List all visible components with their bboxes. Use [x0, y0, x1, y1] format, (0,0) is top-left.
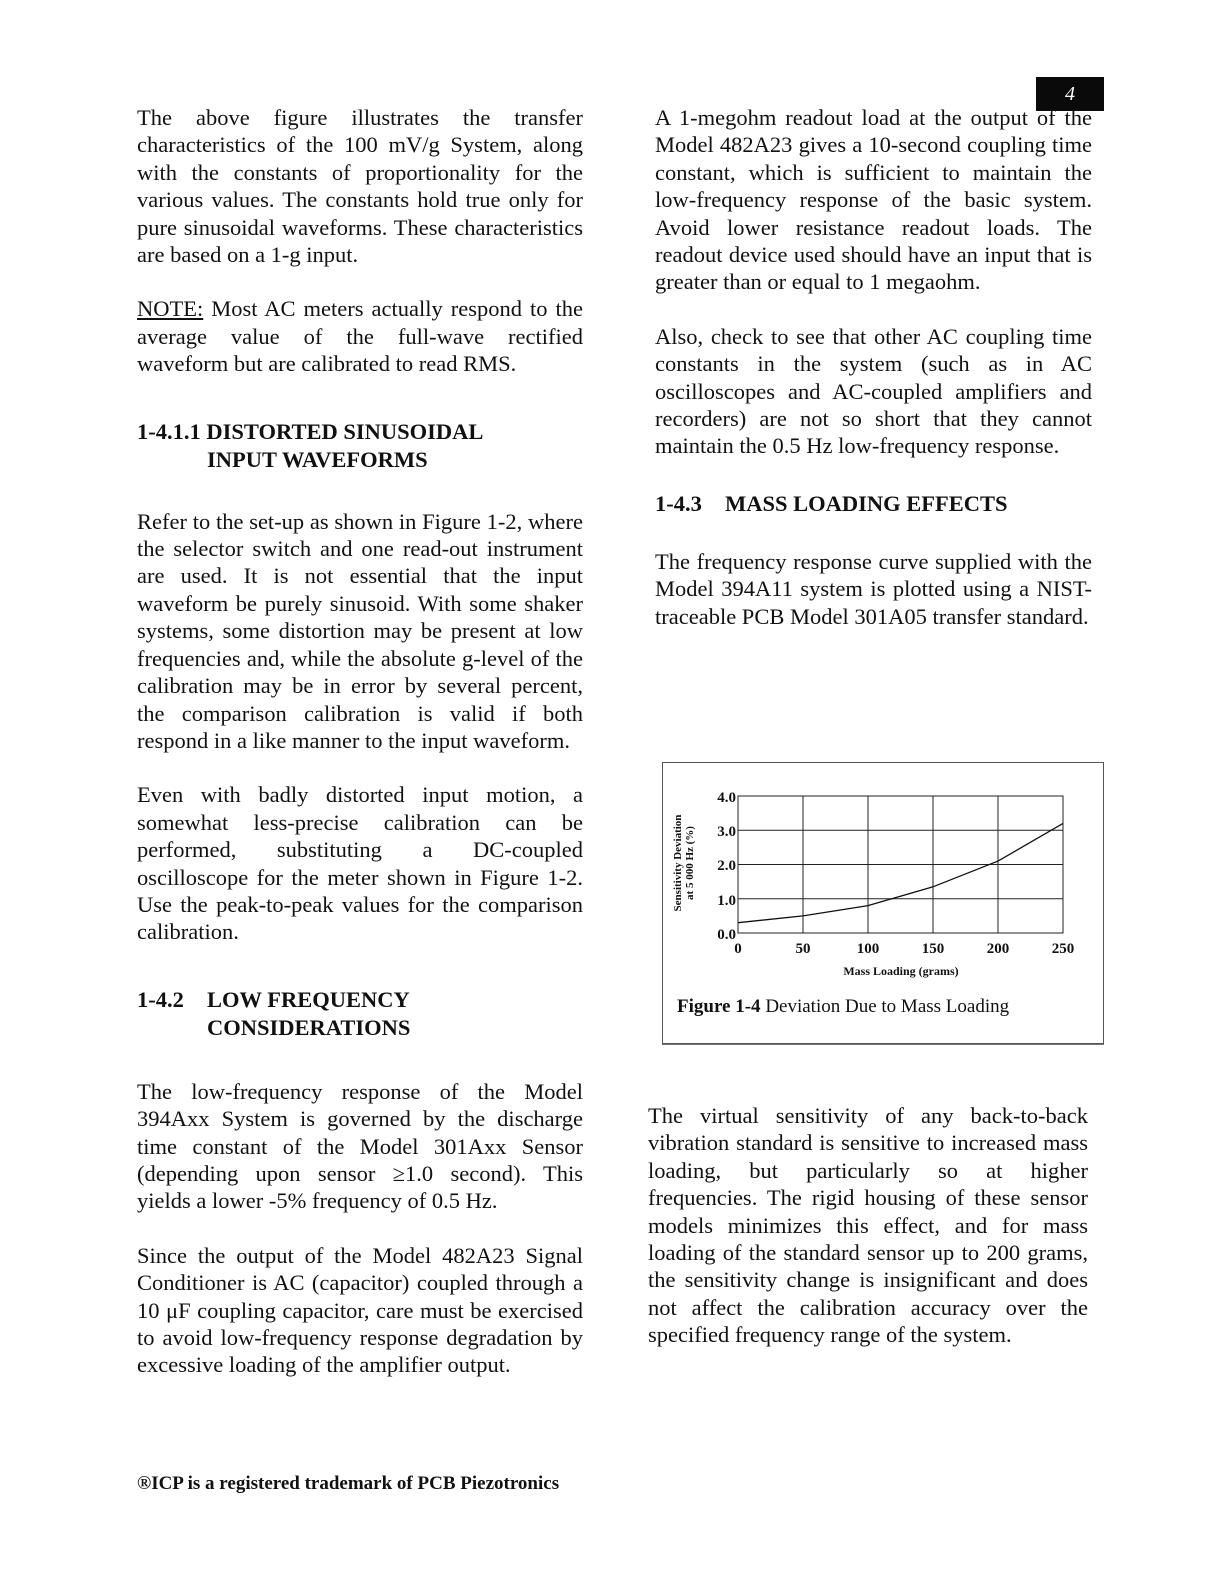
svg-text:200: 200 [986, 941, 1010, 957]
x-axis-label: Mass Loading (grams) [843, 964, 959, 978]
note-paragraph [137, 295, 583, 377]
svg-text:at 5 000 Hz (%): at 5 000 Hz (%) [684, 826, 696, 900]
y-tick-labels [717, 790, 736, 943]
section-number: 1-4.1.1 [137, 418, 201, 444]
paragraph-frequency-response-curve: The frequency response curve supplied with the Model 394A11 system is plotted using a NIST-traceable PCB Model 301A05 transfer standard. [655, 548, 1092, 629]
section-title-line1: DISTORTED SINUSOIDAL [206, 418, 484, 444]
paragraph-signal-conditioner: Since the output of the Model 482A23 Signal Conditioner is AC (capacitor) coupled through a 10 μF coupling capacitor, care must be exercised to avoid low-frequency response degradation by excessive loading of the amplifier output. [137, 1242, 583, 1378]
note-text: Most AC meters actually respond to the average value of the full-wave rectified waveform but are calibrated to read RMS. [137, 296, 583, 377]
section-number: 1-4.3 [655, 490, 702, 516]
svg-text:150: 150 [921, 941, 945, 957]
right-column [655, 104, 1092, 630]
paragraph-transfer-characteristics: The above figure illustrates the transfer characteristics of the 100 mV/g System, along with the constants of proportionality for the various values. The constants hold true only for pure sinusoidal waveforms. These characteristics are based on a 1-g input. [137, 105, 583, 268]
x-tick-labels [734, 941, 1074, 957]
section-title: MASS LOADING EFFECTS [725, 490, 1008, 516]
section-number: 1-4.2 [137, 986, 184, 1012]
figure-caption-text: Deviation Due to Mass Loading [760, 996, 1010, 1017]
figure-1-4 [662, 762, 1104, 1044]
paragraph-virtual-sensitivity: The virtual sensitivity of any back-to-back vibration standard is sensitive to increased mass loading, but particularly so at higher frequencies. The rigid housing of these sensor models minimizes this effect, and for mass loading of the standard sensor up to 200 grams, the sensitivity change is insignificant and does not affect the calibration accuracy over the specified frequency range of the system. [648, 1103, 1088, 1348]
paragraph-low-frequency-response: The low-frequency response of the Model 394Axx System is governed by the discharge time constant of the Model 301Axx Sensor (depending upon sensor ≥1.0 second). This yields a lower -5% frequency of 0.5 Hz. [137, 1078, 583, 1214]
mass-loading-chart [663, 763, 1103, 993]
trademark-footer: ®ICP is a registered trademark of PCB Piezotronics [137, 1473, 560, 1494]
paragraph-distorted-motion: Even with badly distorted input motion, a somewhat less-precise calibration can be performed, substituting a DC-coupled oscilloscope for the meter shown in Figure 1-2. Use the peak-to-peak values for the comparison calibration. [137, 782, 583, 945]
svg-text:1.0: 1.0 [717, 893, 736, 909]
svg-text:100: 100 [856, 941, 880, 957]
paragraph-readout-load: A 1-megohm readout load at the output of the Model 482A23 gives a 10-second coupling time constant, which is sufficient to maintain the low-frequency response of the basic system. Avoid lower resistance readout loads. The readout device used should have an input that is greater than or equal to 1 megaohm. [655, 105, 1092, 295]
chart-grid [738, 796, 1063, 933]
svg-text:4.0: 4.0 [717, 790, 736, 806]
svg-text:0.0: 0.0 [717, 927, 736, 943]
section-title-line2: CONSIDERATIONS [207, 1014, 411, 1040]
svg-text:Sensitivity Deviation: Sensitivity Deviation [672, 814, 684, 912]
figure-caption [677, 996, 1009, 1018]
right-column-lower [648, 1102, 1088, 1349]
section-title-line2: INPUT WAVEFORMS [207, 446, 428, 472]
svg-text:0: 0 [734, 941, 742, 957]
section-heading-1-4-1-1 [137, 418, 583, 474]
deviation-curve [738, 823, 1063, 922]
svg-text:3.0: 3.0 [717, 824, 736, 840]
page-number-badge: 4 [1036, 77, 1104, 111]
figure-label: Figure 1-4 [677, 996, 761, 1017]
section-heading-1-4-2 [137, 986, 583, 1042]
note-label: NOTE: [137, 296, 204, 322]
svg-text:250: 250 [1051, 941, 1075, 957]
svg-text:50: 50 [795, 941, 811, 957]
section-heading-1-4-3 [655, 490, 1092, 518]
svg-text:2.0: 2.0 [717, 858, 736, 874]
left-column [137, 104, 583, 1379]
section-title-line1: LOW FREQUENCY [207, 986, 410, 1012]
y-axis-label [672, 815, 696, 912]
paragraph-ac-coupling: Also, check to see that other AC coupling time constants in the system (such as in AC oscilloscopes and AC-coupled amplifiers and recorders) are not so short that they cannot maintain the 0.5 Hz low-frequency response. [655, 323, 1092, 459]
paragraph-setup: Refer to the set-up as shown in Figure 1-2, where the selector switch and one read-out instrument are used. It is not essential that the input waveform be purely sinusoid. With some shaker systems, some distortion may be present at low frequencies and, while the absolute g-level of the calibration may be in error by several percent, the comparison calibration is valid if both respond in a like manner to the input waveform. [137, 508, 583, 753]
